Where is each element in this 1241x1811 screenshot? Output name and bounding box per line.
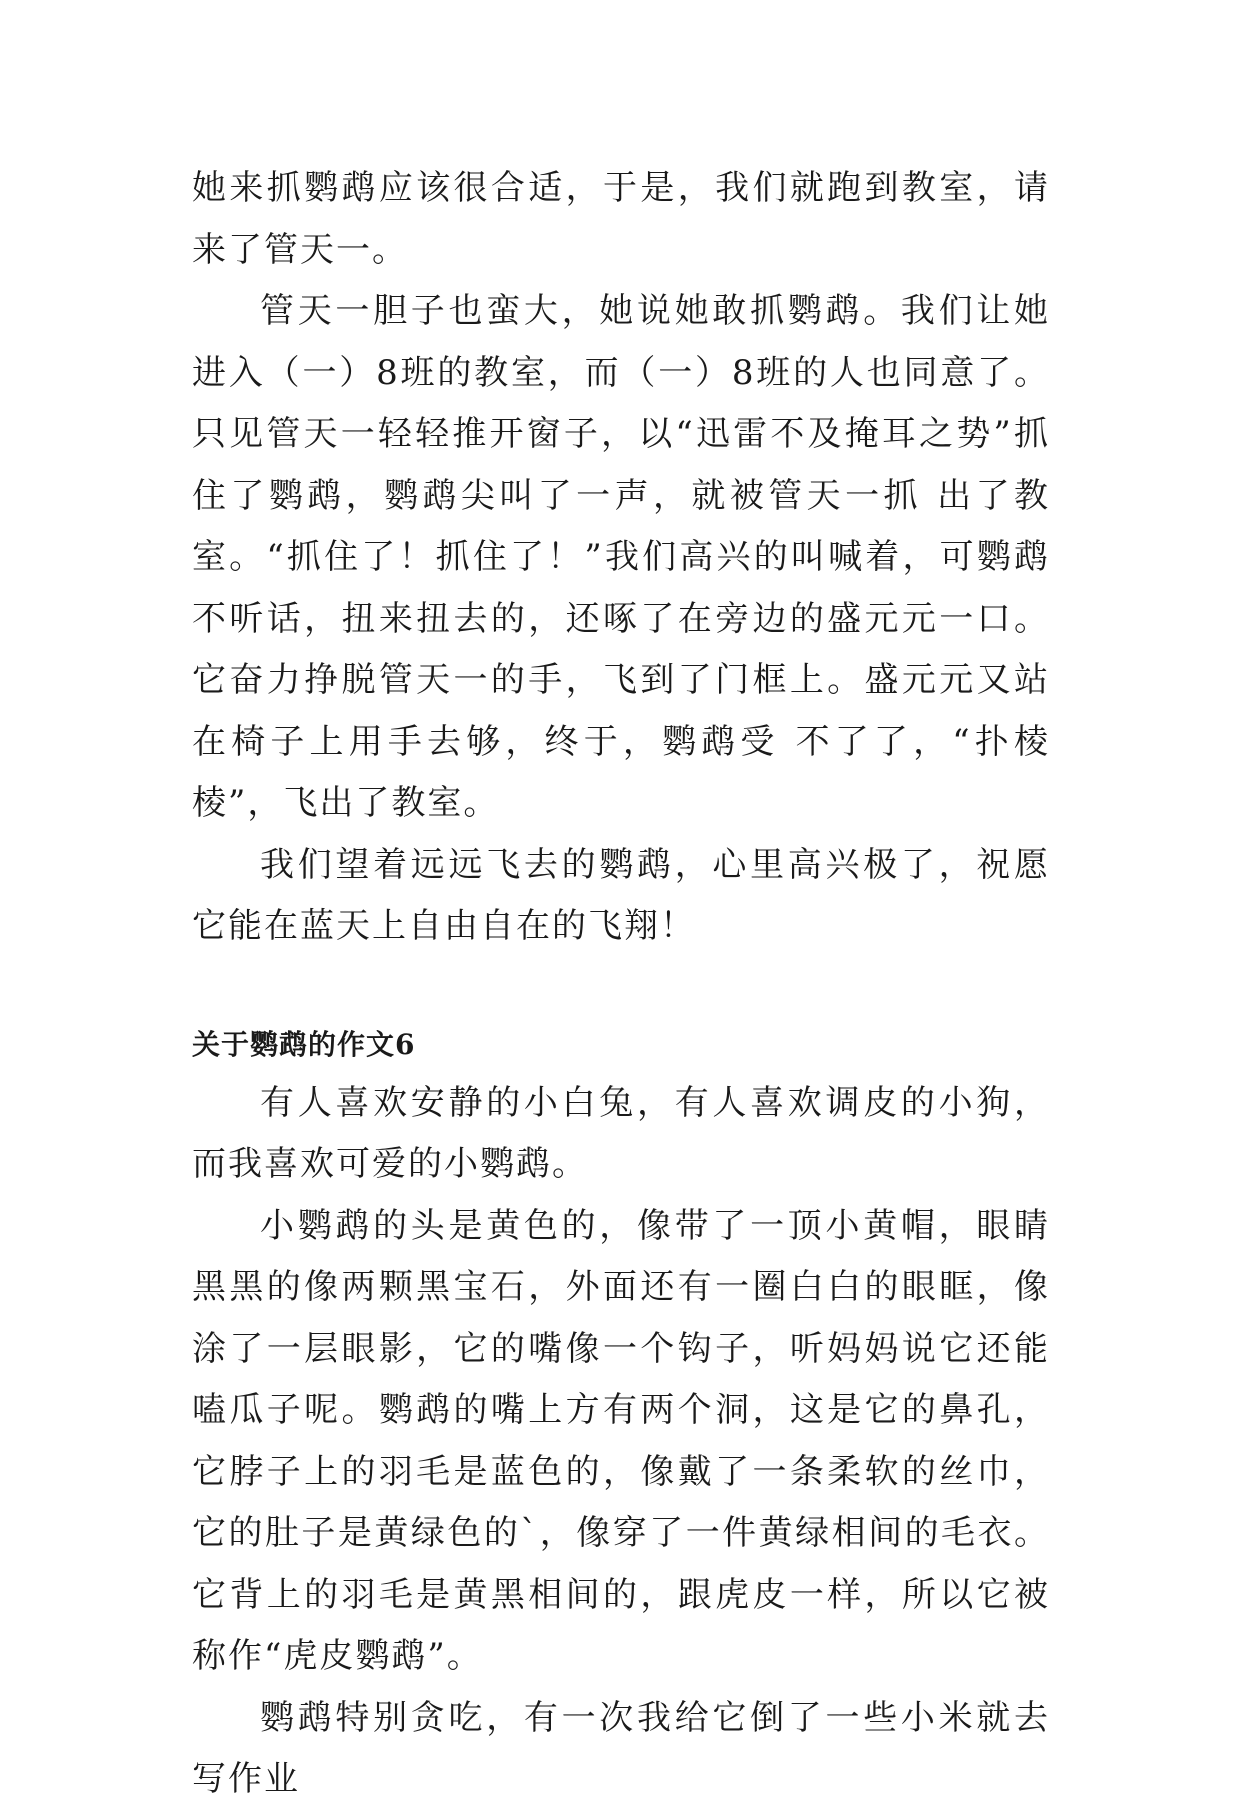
paragraph-5: 小鹦鹉的头是黄色的，像带了一顶小黄帽，眼睛黑黑的像两颗黑宝石，外面还有一圈白白的眼眶，像涂了一层眼影，它的嘴像一个钩子，听妈妈说它还能嗑瓜子呢。鹦鹉的嘴上方有两个洞，这是它的鼻孔，它脖子上的羽毛是蓝色的，像戴了一条柔软的丝巾，它的肚子是黄绿色的`，像穿了一件黄绿相间的毛衣。它背上的羽毛是黄黑相间的，跟虎皮一样，所以它被称作“虎皮鹦鹉”。 bbox=[192, 1205, 1050, 1676]
paragraph-4: 有人喜欢安静的小白兔，有人喜欢调皮的小狗，而我喜欢可爱的小鹦鹉。 bbox=[192, 1082, 1050, 1184]
paragraph-3: 我们望着远远飞去的鹦鹉，心里高兴极了，祝愿它能在蓝天上自由自在的飞翔！ bbox=[192, 844, 1050, 946]
paragraph-2: 管天一胆子也蛮大，她说她敢抓鹦鹉。我们让她进入（一）8班的教室，而（一）8班的人也同意了。只见管天一轻轻推开窗子，以“迅雷不及掩耳之势”抓住了鹦鹉，鹦鹉尖叫了一声，就被管天一抓 出了教室。“抓住了！抓住了！”我们高兴的叫喊着，可鹦鹉不听话，扭来扭去的，还啄了在旁边的盛元元一口。它奋力挣脱管天一的手，飞到了门框上。盛元元又站在椅子上用手去够，终于，鹦鹉受 不了了，“扑棱棱”，飞出了教室。 bbox=[192, 291, 1050, 823]
section-heading: 关于鹦鹉的作文6 bbox=[192, 1027, 416, 1061]
document-page bbox=[192, 158, 1050, 1811]
paragraph-1: 她来抓鹦鹉应该很合适，于是，我们就跑到教室，请来了管天一。 bbox=[192, 168, 1050, 270]
paragraph-6: 鹦鹉特别贪吃，有一次我给它倒了一些小米就去写作业 bbox=[192, 1697, 1050, 1799]
